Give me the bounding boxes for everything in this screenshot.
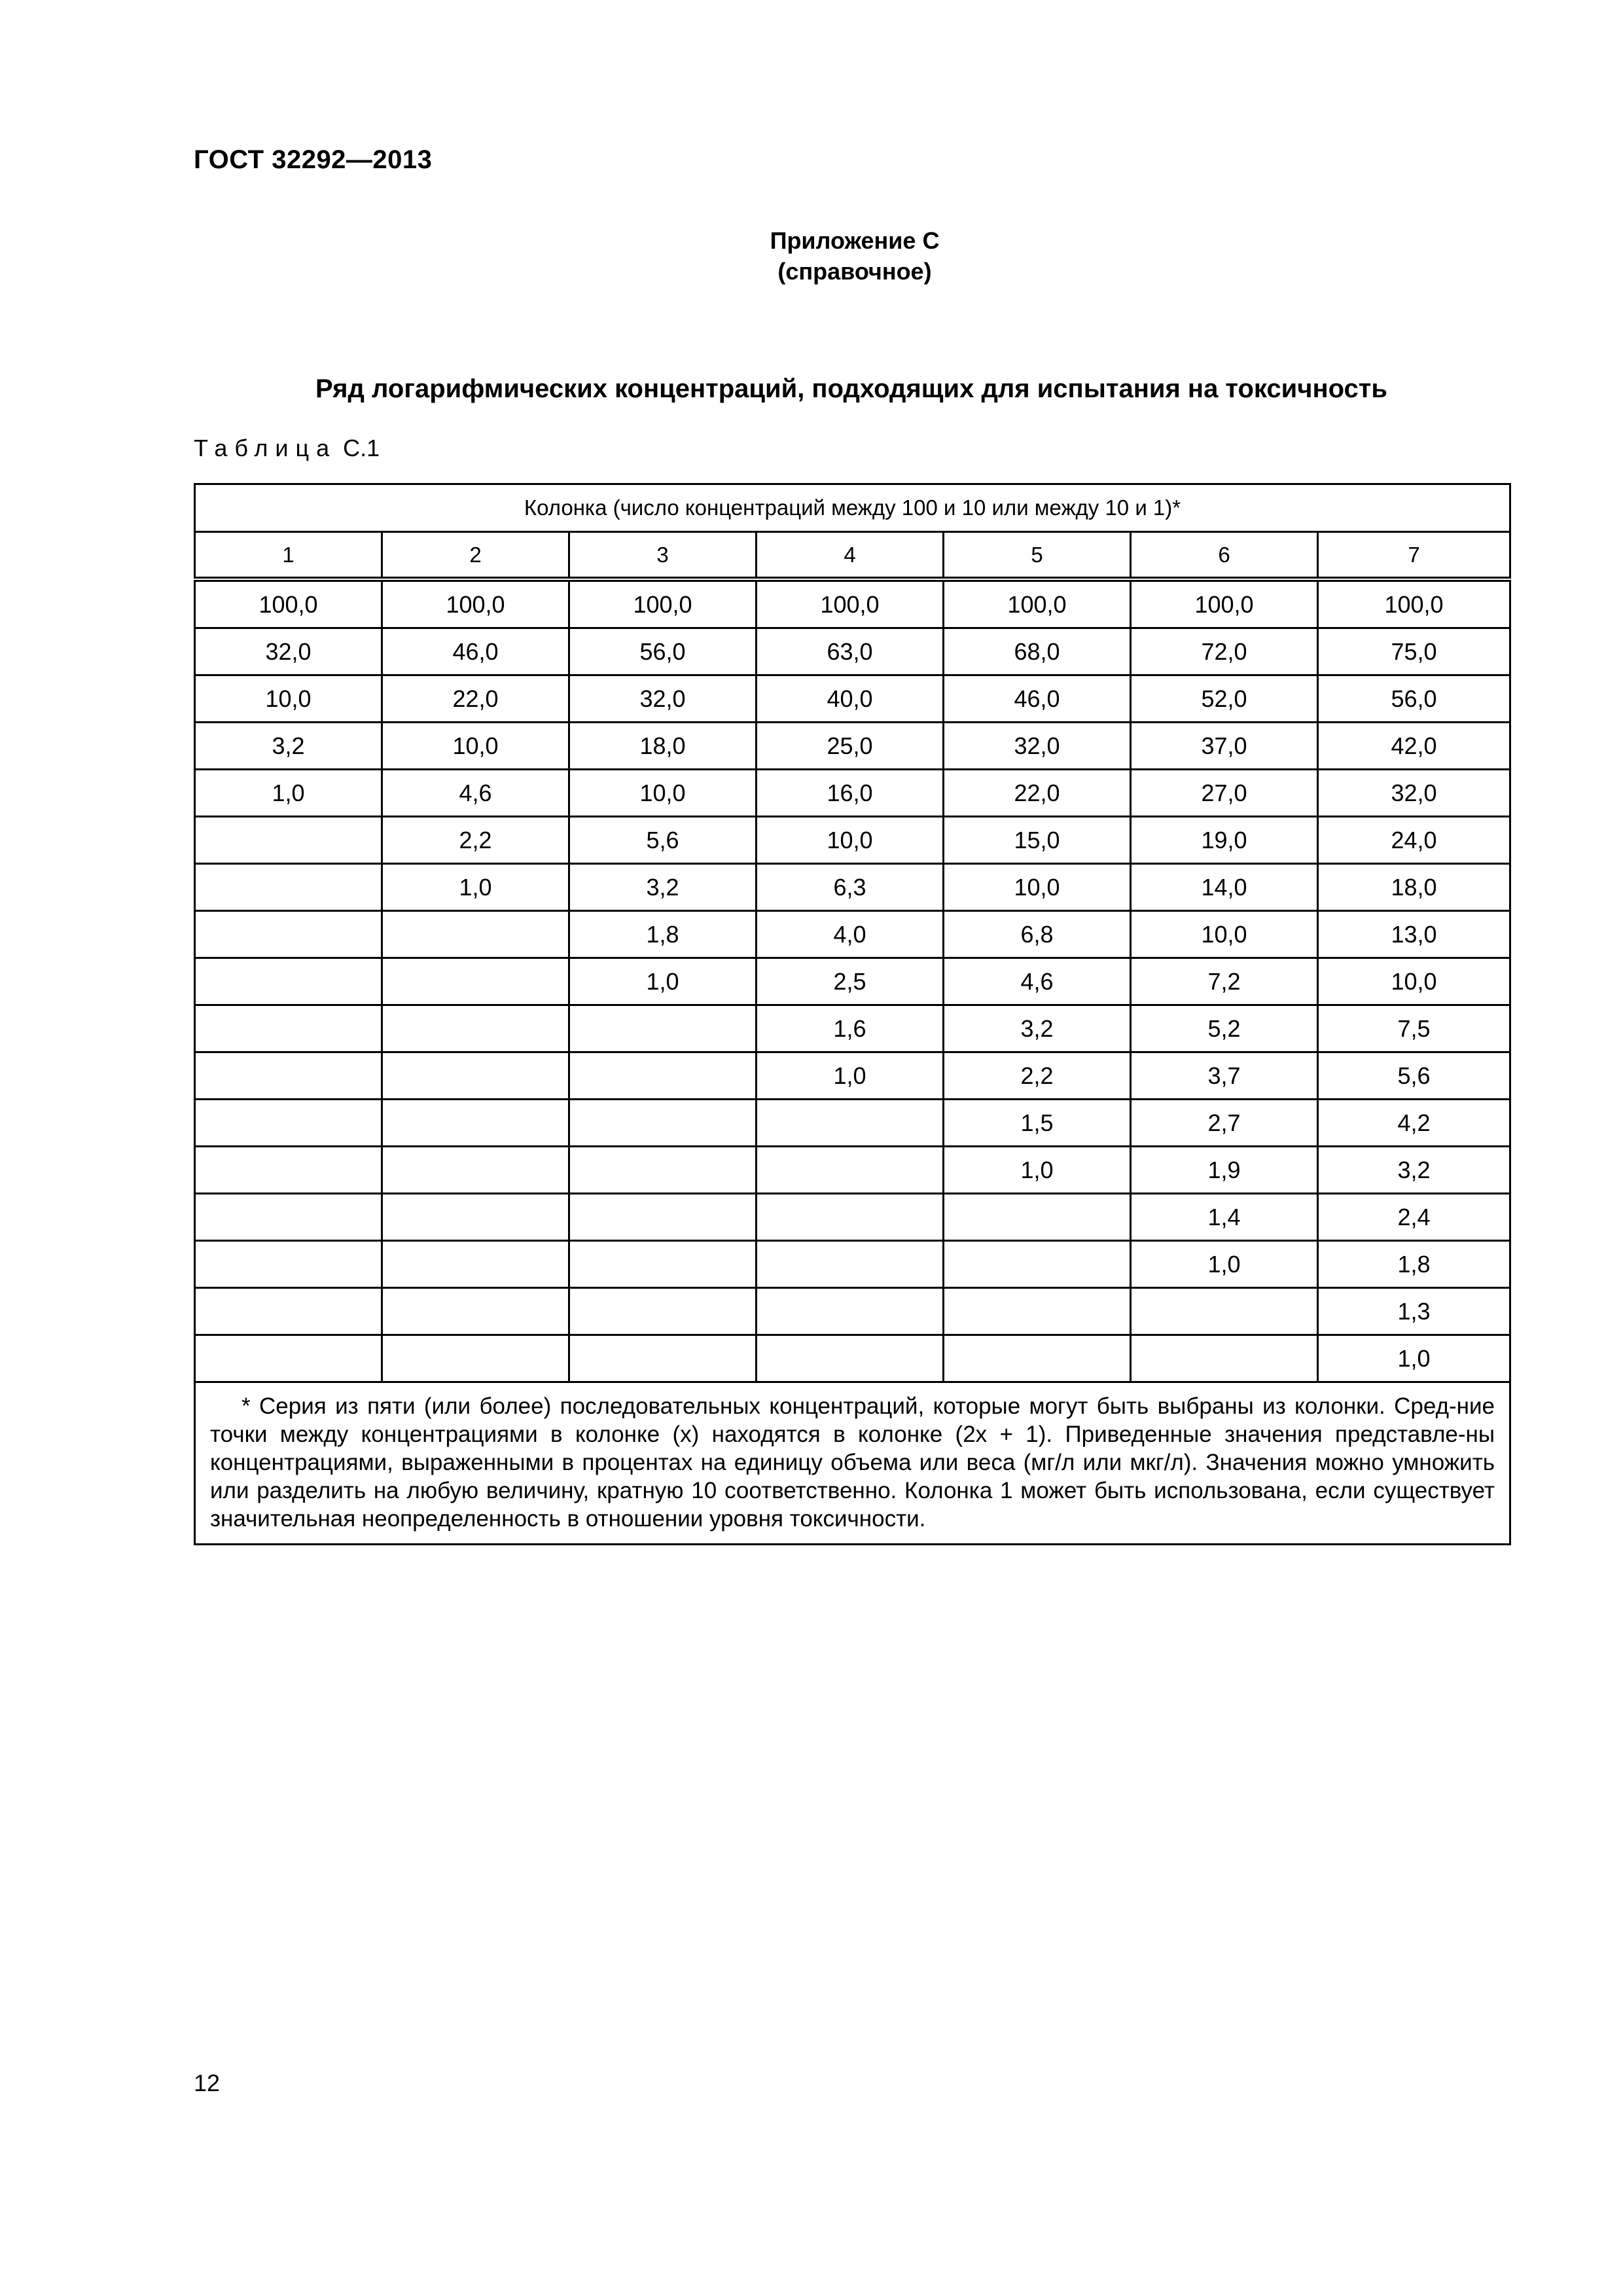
- table-cell: 100,0: [195, 579, 382, 628]
- table-cell: 3,2: [1318, 1147, 1510, 1194]
- table-row: [195, 1005, 1510, 1052]
- table-cell: 32,0: [1318, 770, 1510, 817]
- appendix-heading: [685, 225, 1025, 287]
- column-number: 5: [944, 532, 1131, 580]
- table-cell: 2,2: [944, 1052, 1131, 1100]
- table-cell: [757, 1147, 944, 1194]
- column-number: 6: [1131, 532, 1318, 580]
- table-cell: 3,7: [1131, 1052, 1318, 1100]
- column-number: 4: [757, 532, 944, 580]
- table-cell: 6,3: [757, 864, 944, 911]
- table-cell: 42,0: [1318, 723, 1510, 770]
- document-code: ГОСТ 32292—2013: [194, 145, 433, 174]
- table-cell: 1,6: [757, 1005, 944, 1052]
- table-cell: [569, 1100, 757, 1147]
- table-cell: 4,6: [382, 770, 569, 817]
- table-cell: [569, 1335, 757, 1382]
- table-cell: 100,0: [944, 579, 1131, 628]
- table-cell: 3,2: [944, 1005, 1131, 1052]
- table-cell: [195, 1335, 382, 1382]
- table-cell: [195, 958, 382, 1005]
- table-cell: 22,0: [944, 770, 1131, 817]
- table-cell: 16,0: [757, 770, 944, 817]
- column-number: 3: [569, 532, 757, 580]
- table-cell: 5,6: [569, 817, 757, 864]
- table-cell: [195, 1241, 382, 1288]
- table-cell: [195, 817, 382, 864]
- table-cell: [1131, 1288, 1318, 1335]
- table-cell: 2,7: [1131, 1100, 1318, 1147]
- table-cell: 22,0: [382, 675, 569, 723]
- table-row: [195, 1100, 1510, 1147]
- table-cell: 18,0: [569, 723, 757, 770]
- column-span-header: Колонка (число концентраций между 100 и 10 или между 10 и 1)*: [195, 484, 1510, 532]
- table-cell: 1,0: [1318, 1335, 1510, 1382]
- table-cell: 5,2: [1131, 1005, 1318, 1052]
- table-cell: [569, 1288, 757, 1335]
- table-row: [195, 1241, 1510, 1288]
- table-cell: 4,6: [944, 958, 1131, 1005]
- table-cell: [944, 1288, 1131, 1335]
- appendix-title: Приложение С: [770, 227, 940, 254]
- table-cell: [195, 1052, 382, 1100]
- table-cell: [195, 1147, 382, 1194]
- table-cell: [944, 1194, 1131, 1241]
- table-cell: 2,5: [757, 958, 944, 1005]
- table-cell: 24,0: [1318, 817, 1510, 864]
- table-body: [195, 579, 1510, 1382]
- table-cell: [382, 958, 569, 1005]
- column-number-row: [195, 532, 1510, 580]
- table-row: [195, 1194, 1510, 1241]
- table-cell: 75,0: [1318, 628, 1510, 675]
- table-cell: [382, 1147, 569, 1194]
- table-cell: 100,0: [1318, 579, 1510, 628]
- column-number: 1: [195, 532, 382, 580]
- table-footnote-cell: [195, 1382, 1510, 1545]
- table-cell: 10,0: [569, 770, 757, 817]
- page-number: 12: [194, 2070, 221, 2096]
- table-cell: 1,0: [569, 958, 757, 1005]
- page-title: Ряд логарифмических концентраций, подходящих для испытания на токсичность: [315, 374, 1387, 403]
- table-cell: 10,0: [944, 864, 1131, 911]
- table-cell: 52,0: [1131, 675, 1318, 723]
- table-cell: 1,3: [1318, 1288, 1510, 1335]
- table-cell: 32,0: [195, 628, 382, 675]
- table-cell: 4,0: [757, 911, 944, 958]
- table-cell: 1,8: [1318, 1241, 1510, 1288]
- column-number: 2: [382, 532, 569, 580]
- table-cell: [757, 1241, 944, 1288]
- table-caption: [194, 435, 380, 462]
- table-cell: 6,8: [944, 911, 1131, 958]
- table-cell: 25,0: [757, 723, 944, 770]
- table-cell: [569, 1241, 757, 1288]
- table-cell: 4,2: [1318, 1100, 1510, 1147]
- table-cell: 2,2: [382, 817, 569, 864]
- table-row: [195, 958, 1510, 1005]
- table-cell: 7,5: [1318, 1005, 1510, 1052]
- table-cell: [195, 1194, 382, 1241]
- table-cell: [569, 1005, 757, 1052]
- table-cell: 1,0: [1131, 1241, 1318, 1288]
- table-row: [195, 579, 1510, 628]
- table-cell: 15,0: [944, 817, 1131, 864]
- table-cell: 5,6: [1318, 1052, 1510, 1100]
- table-cell: 1,0: [757, 1052, 944, 1100]
- table-cell: [382, 1005, 569, 1052]
- table-footnote: * Серия из пяти (или более) последовательных концентраций, которые могут быть выбраны из колонки. Сред-ние точки между концентрациями в колонке (x) находятся в колонке (2x + 1). Приведенные значения представле-ны концентрациями, выраженными в процентах на единицу объема или веса (мг/л или мкг/л). Значения можно умножить или разделить на любую величину, кратную 10 соответственно. Колонка 1 может быть использована, если существует значительная неопределенность в отношении уровня токсичности.: [210, 1393, 1495, 1532]
- table-cell: 56,0: [1318, 675, 1510, 723]
- table-cell: 1,8: [569, 911, 757, 958]
- table-cell: 10,0: [1131, 911, 1318, 958]
- table-cell: [382, 1052, 569, 1100]
- table-cell: [195, 1100, 382, 1147]
- table-row: [195, 628, 1510, 675]
- table-cell: 7,2: [1131, 958, 1318, 1005]
- column-number: 7: [1318, 532, 1510, 580]
- table-cell: 10,0: [195, 675, 382, 723]
- table-cell: 10,0: [382, 723, 569, 770]
- table-row: [195, 1335, 1510, 1382]
- table-cell: 100,0: [757, 579, 944, 628]
- table-cell: 2,4: [1318, 1194, 1510, 1241]
- table-cell: 10,0: [1318, 958, 1510, 1005]
- table-cell: 1,0: [382, 864, 569, 911]
- table-cell: [195, 911, 382, 958]
- table-cell: 46,0: [944, 675, 1131, 723]
- table-row: [195, 817, 1510, 864]
- table-cell: 10,0: [757, 817, 944, 864]
- table-cell: 37,0: [1131, 723, 1318, 770]
- table-cell: [195, 1005, 382, 1052]
- table-cell: [944, 1335, 1131, 1382]
- table-cell: [382, 1100, 569, 1147]
- table-cell: [382, 911, 569, 958]
- appendix-subtitle: (справочное): [777, 258, 932, 285]
- concentration-table: [194, 483, 1511, 1545]
- table-cell: 46,0: [382, 628, 569, 675]
- table-cell: [195, 1288, 382, 1335]
- table-cell: 100,0: [1131, 579, 1318, 628]
- table-cell: 68,0: [944, 628, 1131, 675]
- table-row: [195, 911, 1510, 958]
- table-cell: 72,0: [1131, 628, 1318, 675]
- table-row: [195, 864, 1510, 911]
- table-cell: [757, 1194, 944, 1241]
- table-row: [195, 770, 1510, 817]
- table-cell: [757, 1335, 944, 1382]
- table-row: [195, 1052, 1510, 1100]
- table-cell: 1,5: [944, 1100, 1131, 1147]
- table-cell: [569, 1147, 757, 1194]
- table-cell: [195, 864, 382, 911]
- table-cell: 1,4: [1131, 1194, 1318, 1241]
- table-cell: 14,0: [1131, 864, 1318, 911]
- table-row: [195, 675, 1510, 723]
- table-caption-word: Таблица: [194, 435, 337, 461]
- table-cell: [757, 1288, 944, 1335]
- table-cell: 19,0: [1131, 817, 1318, 864]
- table-cell: [757, 1100, 944, 1147]
- table-row: [195, 1147, 1510, 1194]
- table-cell: 3,2: [195, 723, 382, 770]
- table-cell: [382, 1241, 569, 1288]
- table-cell: 27,0: [1131, 770, 1318, 817]
- table-cell: 32,0: [569, 675, 757, 723]
- table-cell: 1,0: [944, 1147, 1131, 1194]
- table-cell: 100,0: [382, 579, 569, 628]
- table-cell: [1131, 1335, 1318, 1382]
- table-cell: 18,0: [1318, 864, 1510, 911]
- table-cell: [944, 1241, 1131, 1288]
- table-cell: [569, 1194, 757, 1241]
- table-cell: [382, 1194, 569, 1241]
- table-cell: 3,2: [569, 864, 757, 911]
- table-cell: [569, 1052, 757, 1100]
- table-cell: 32,0: [944, 723, 1131, 770]
- table-cell: [382, 1288, 569, 1335]
- table-row: [195, 1288, 1510, 1335]
- table-cell: 100,0: [569, 579, 757, 628]
- table-caption-number: С.1: [343, 435, 380, 461]
- table-cell: 13,0: [1318, 911, 1510, 958]
- table-cell: 1,0: [195, 770, 382, 817]
- table-cell: 56,0: [569, 628, 757, 675]
- table-cell: 1,9: [1131, 1147, 1318, 1194]
- table-cell: [382, 1335, 569, 1382]
- table-cell: 40,0: [757, 675, 944, 723]
- table-row: [195, 723, 1510, 770]
- table-cell: 63,0: [757, 628, 944, 675]
